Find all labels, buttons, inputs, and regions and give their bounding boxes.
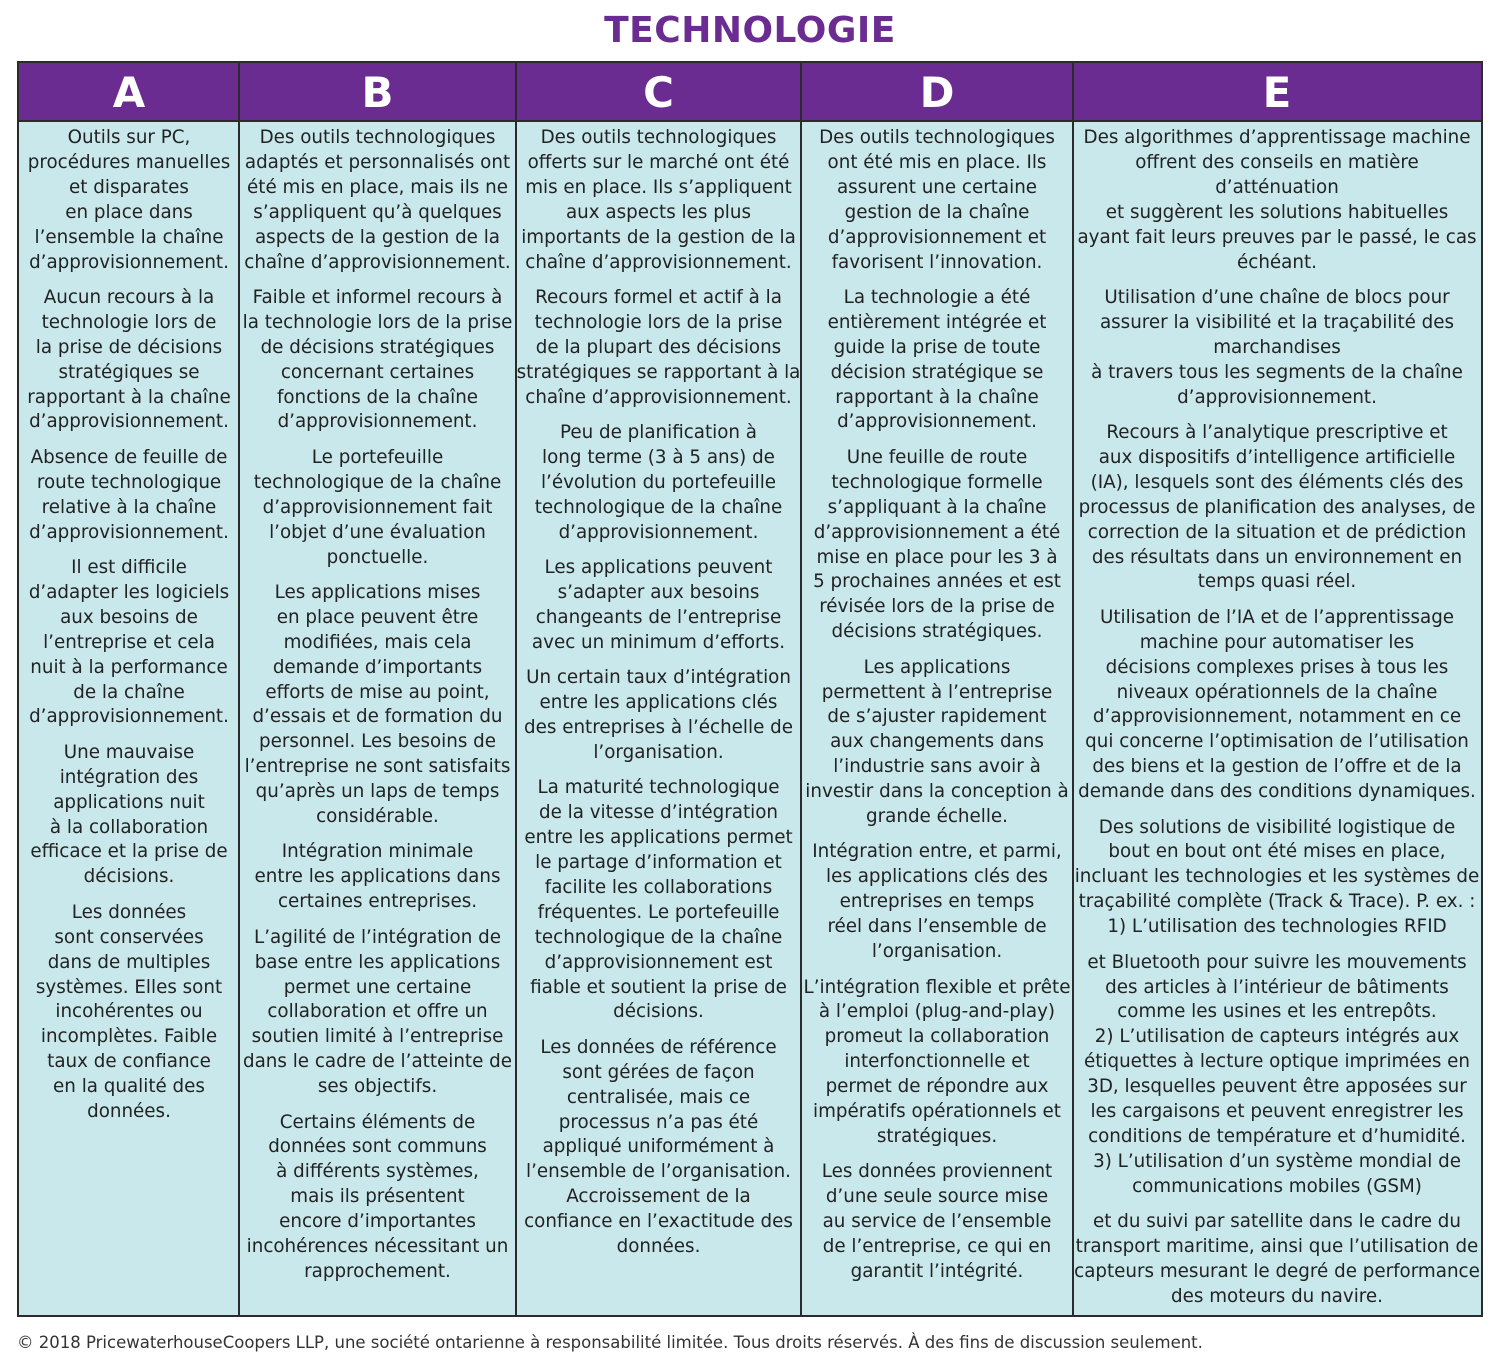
cell-paragraph: Utilisation de l’IA et de l’apprentissage machine pour automatiser les décisions complexes prises à tous les niveaux opérationnels de la chaîne d’approvisionnement, notamment en ce qui concerne l’optimisation de l’utilisation des biens et la gestion de l’offre et de la demande dans des conditions dynamiques. [1078, 606, 1476, 803]
cell-paragraph: Peu de planification à long terme (3 à 5 ans) de l’évolution du portefeuille technologique de la chaîne d’approvisionnement. [534, 421, 783, 543]
cell-paragraph: La maturité technologique de la vitesse d’intégration entre les applications permet le partage d’information et facilite les collaborations fréquentes. Le portefeuille technologique de la chaîne d’approvisionnement est fiable et soutient la prise de décisions. [524, 777, 793, 1023]
cell-paragraph: Recours à l’analytique prescriptive et aux dispositifs d’intelligence artificielle (IA), lesquels sont des éléments clés des processus de planification des analyses, de correction de la situation et de prédiction des résultats dans un environnement en temps quasi réel. [1078, 421, 1476, 593]
cell-paragraph: L’agilité de l’intégration de base entre les applications permet une certaine collaboration et offre un soutien limité à l’entreprise dans le cadre de l’atteinte de ses objectifs. [243, 926, 512, 1098]
cell-paragraph: Une mauvaise intégration des applications nuit à la collaboration efficace et la prise de décisions. [30, 741, 228, 888]
cell-paragraph: et Bluetooth pour suivre les mouvements des articles à l’intérieur de bâtiments comme les usines et les entrepôts. 2) L’utilisation de capteurs intégrés aux étiquettes à lecture optique imprimées en 3D, lesquelles peuvent être apposées sur les cargaisons et peuvent enregistrer les conditions de température et d’humidité. 3) L’utilisation d’un système mondial de communications mobiles (GSM) [1083, 951, 1470, 1197]
cell-paragraph: Aucun recours à la technologie lors de la prise de décisions stratégiques se rapportant à la chaîne d’approvisionnement. [27, 286, 231, 433]
column-divider [238, 63, 240, 1315]
cell-paragraph: Les applications peuvent s’adapter aux besoins changeants de l’entreprise avec un minimum d’efforts. [531, 557, 786, 653]
cell-paragraph: Absence de feuille de route technologique relative à la chaîne d’approvisionnement. [29, 446, 229, 543]
cell-paragraph: Certains éléments de données sont communs à différents systèmes, mais ils présentent encore d’importantes incohérences nécessitant un rapprochement. [246, 1111, 509, 1282]
cell-paragraph: Les données proviennent d’une seule source mise au service de l’ensemble de l’entreprise, ce qui en garantit l’intégrité. [821, 1161, 1053, 1282]
cell-paragraph: Faible et informel recours à la technologie lors de la prise de décisions stratégiques concernant certaines fonctions de la chaîne d’approvisionnement. [242, 286, 513, 433]
cell-paragraph: La technologie a été entièrement intégrée et guide la prise de toute décision stratégique se rapportant à la chaîne d’approvisionnement. [827, 286, 1047, 433]
cell-paragraph: Des outils technologiques ont été mis en place. Ils assurent une certaine gestion de la chaîne d’approvisionnement et favorisent l’innovation. [819, 127, 1055, 273]
cell-paragraph: Intégration minimale entre les applications dans certaines entreprises. [254, 841, 501, 913]
column-divider [800, 63, 802, 1315]
cell-paragraph: Des outils technologiques offerts sur le marché ont été mis en place. Ils s’appliquent aux aspects les plus importants de la gestion de la chaîne d’approvisionnement. [521, 127, 796, 273]
column-body-a [19, 122, 239, 1315]
cell-paragraph: Outils sur PC, procédures manuelles et disparates en place dans l’ensemble la chaîne d’approvisionnement. [27, 127, 231, 273]
cell-paragraph: Les données de référence sont gérées de façon centralisée, mais ce processus n’a pas été appliqué uniformément à l’ensemble de l’organisation. Accroissement de la confiance en l’exactitude des données. [524, 1036, 793, 1258]
cell-paragraph: Un certain taux d’intégration entre les applications clés des entreprises à l’échelle de l’organisation. [524, 667, 793, 763]
column-body-d [801, 122, 1073, 1315]
cell-paragraph: Les applications mises en place peuvent être modifiées, mais cela demande d’importants efforts de mise au point, d’essais et de formation du personnel. Les besoins de l’entreprise ne sont satisfaits qu’après un laps de temps considérable. [244, 581, 511, 828]
cell-paragraph: Des outils technologiques adaptés et personnalisés ont été mis en place, mais ils ne s’appliquent qu’à quelques aspects de la gestion de la chaîne d’approvisionnement. [244, 127, 511, 273]
cell-paragraph: Utilisation d’une chaîne de blocs pour assurer la visibilité et la traçabilité des marchandises à travers tous les segments de la chaîne d’approvisionnement. [1091, 286, 1463, 408]
column-header-d: D [919, 68, 955, 117]
column-body-e [1073, 122, 1481, 1315]
cell-paragraph: Des solutions de visibilité logistique de bout en bout ont été mises en place, incluant les technologies et les systèmes de traçabilité complète (Track & Trace). P. ex. : 1) L’utilisation des technologies RFID [1074, 816, 1480, 938]
cell-paragraph: Les applications permettent à l’entreprise de s’ajuster rapidement aux changements dans l’industrie sans avoir à investir dans la conception à grande échelle. [805, 656, 1069, 828]
column-body-b [239, 122, 516, 1315]
cell-paragraph: Il est difficile d’adapter les logiciels aux besoins de l’entreprise et cela nuit à la performance de la chaîne d’approvisionnement. [28, 557, 230, 728]
cell-paragraph: Les données sont conservées dans de multiples systèmes. Elles sont incohérentes ou incomplètes. Faible taux de confiance en la qualité des données. [35, 901, 223, 1123]
column-header-b: B [361, 68, 394, 117]
page-title: TECHNOLOGIE [604, 10, 896, 51]
cell-paragraph: Une feuille de route technologique formelle s’appliquant à la chaîne d’approvisionnement a été mise en place pour les 3 à 5 prochaines années et est révisée lors de la prise de décisions stratégiques. [813, 446, 1061, 643]
cell-paragraph: L’intégration flexible et prête à l’emploi (plug-and-play) promeut la collaboration interfonctionnelle et permet de répondre aux impératifs opérationnels et stratégiques. [803, 976, 1071, 1147]
column-divider [1072, 63, 1074, 1315]
cell-paragraph: Intégration entre, et parmi, les applications clés des entreprises en temps réel dans l’ensemble de l’organisation. [812, 841, 1062, 963]
column-header-a: A [112, 68, 146, 117]
copyright-footer: © 2018 PricewaterhouseCoopers LLP, une société ontarienne à responsabilité limitée. Tous droits réservés. À des fins de discussion seulement. [17, 1333, 1203, 1352]
column-header-c: C [643, 68, 674, 117]
column-header-e: E [1262, 68, 1292, 117]
cell-paragraph: Recours formel et actif à la technologie lors de la prise de la plupart des décisions stratégiques se rapportant à la chaîne d’approvisionnement. [516, 286, 801, 408]
column-body-c [516, 122, 801, 1315]
cell-paragraph: Le portefeuille technologique de la chaîne d’approvisionnement fait l’objet d’une évaluation ponctuelle. [253, 446, 502, 568]
cell-paragraph: Des algorithmes d’apprentissage machine offrent des conseils en matière d’atténuation et suggèrent les solutions habituelles ayant fait leurs preuves par le passé, le cas échéant. [1077, 127, 1477, 273]
column-divider [515, 63, 517, 1315]
maturity-table [17, 61, 1483, 1317]
cell-paragraph: et du suivi par satellite dans le cadre du transport maritime, ainsi que l’utilisation de capteurs mesurant le degré de performance des moteurs du navire. [1074, 1211, 1480, 1307]
